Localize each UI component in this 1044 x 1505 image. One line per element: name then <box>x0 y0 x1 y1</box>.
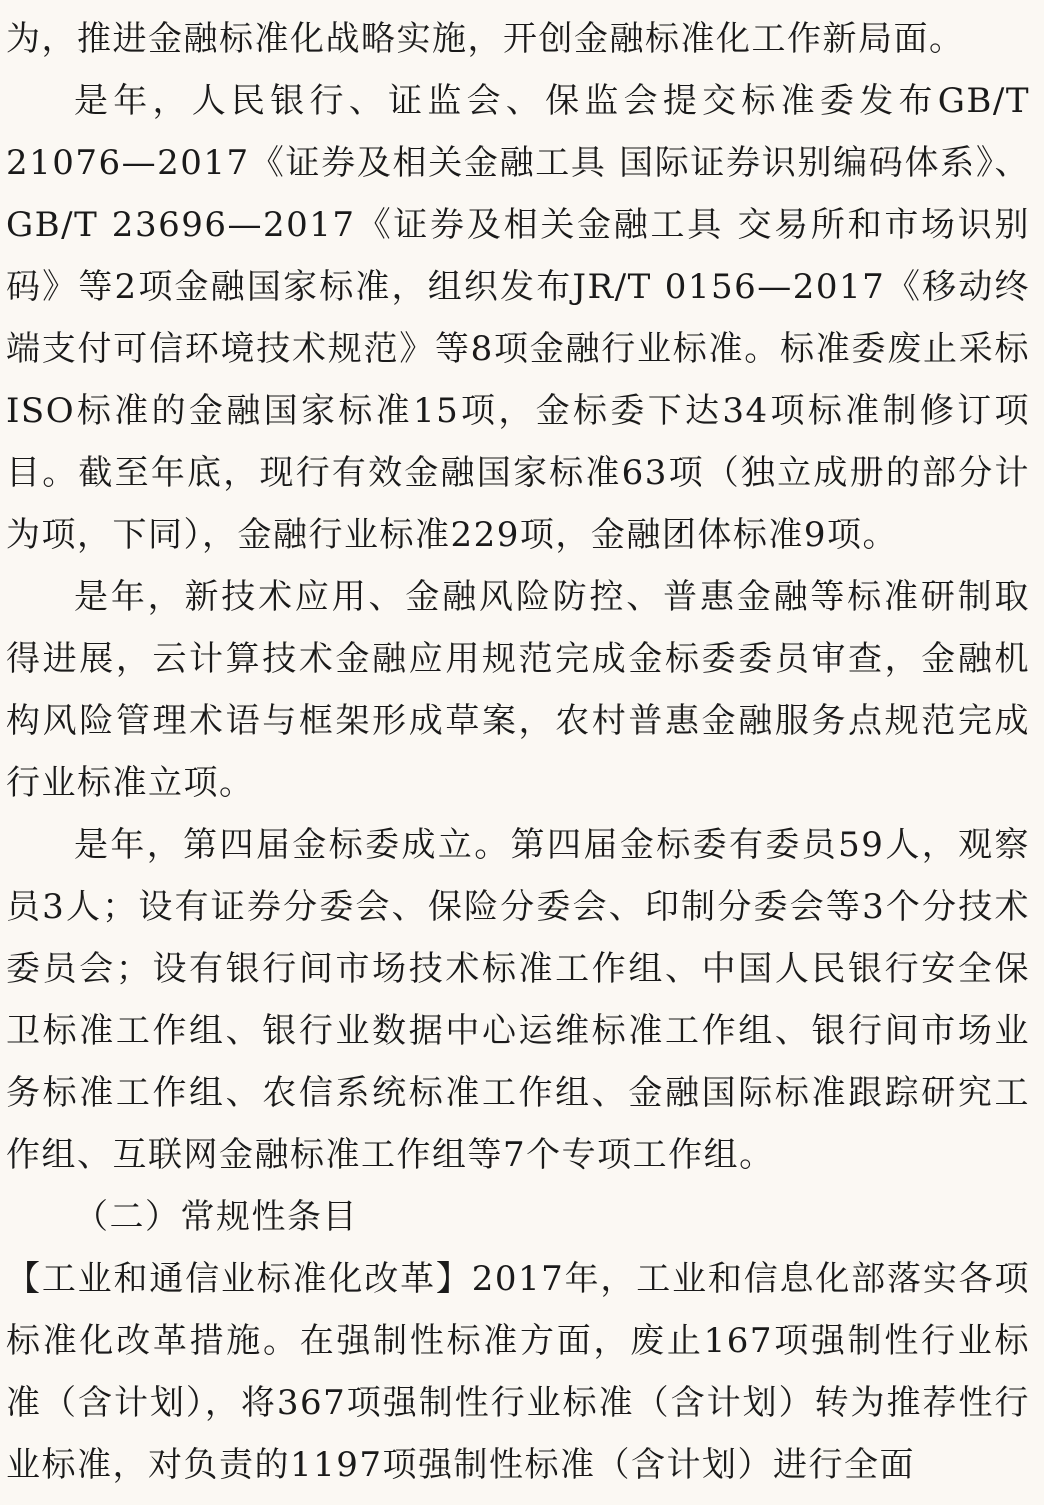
paragraph-standards-issued: 是年，人民银行、证监会、保监会提交标准委发布GB/T 21076—2017《证券及相关金融工具 国际证券识别编码体系》、GB/T 23696—2017《证券及相关金融工具 交易所和市场识别码》等2项金融国家标准，组织发布JR/T 0156—2017《移动终端支付可信环境技术规范》等8项金融行业标准。标准委废止采标ISO标准的金融国家标准15项，金标委下达34项标准制修订项目。截至年底，现行有效金融国家标准63项（独立成册的部分计为项，下同），金融行业标准229项，金融团体标准9项。 <box>6 81 1030 555</box>
section-heading: （二）常规性条目 <box>74 1197 358 1237</box>
paragraph-continuation: 为，推进金融标准化战略实施，开创金融标准化工作新局面。 <box>6 19 965 59</box>
paragraph-committee-established: 是年，第四届金标委成立。第四届金标委有委员59人，观察员3人；设有证券分委会、保险分委会、印制分委会等3个分技术委员会；设有银行间市场技术标准工作组、中国人民银行安全保卫标准工作组、银行业数据中心运维标准工作组、银行间市场业务标准工作组、农信系统标准工作组、金融国际标准跟踪研究工作组、互联网金融标准工作组等7个专项工作组。 <box>6 825 1030 1175</box>
document-body <box>6 8 1030 1496</box>
paragraph-industry-reform: 【工业和通信业标准化改革】2017年，工业和信息化部落实各项标准化改革措施。在强制性标准方面，废止167项强制性行业标准（含计划），将367项强制性行业标准（含计划）转为推荐性行业标准，对负责的1197项强制性标准（含计划）进行全面 <box>6 1259 1030 1485</box>
paragraph-new-tech-progress: 是年，新技术应用、金融风险防控、普惠金融等标准研制取得进展，云计算技术金融应用规范完成金标委委员审查，金融机构风险管理术语与框架形成草案，农村普惠金融服务点规范完成行业标准立项。 <box>6 577 1030 803</box>
